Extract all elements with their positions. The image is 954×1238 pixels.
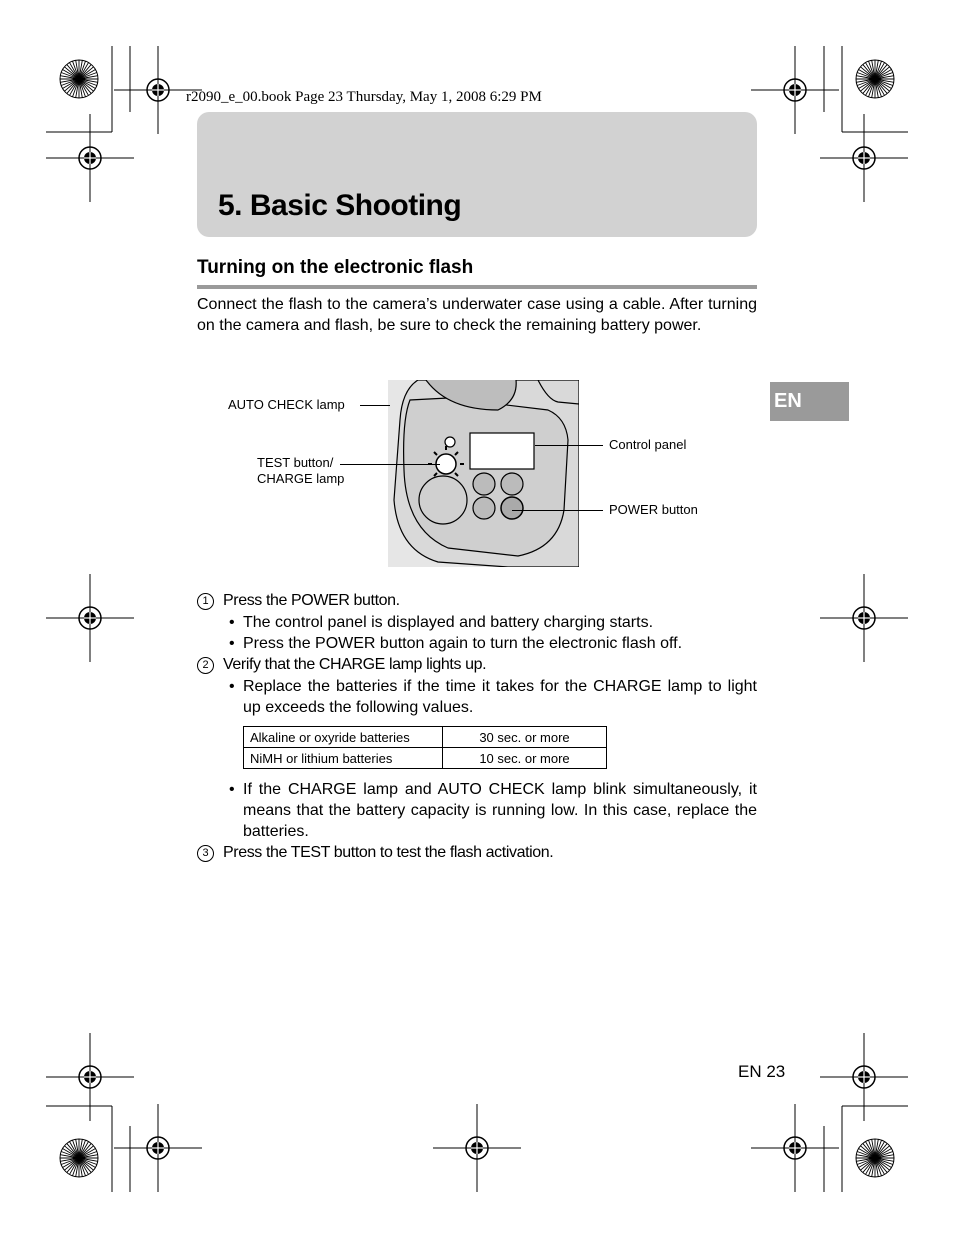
step-text: Verify that the CHARGE lamp lights up. xyxy=(223,656,487,673)
callout-charge-lamp: CHARGE lamp xyxy=(257,471,345,486)
table-cell: NiMH or lithium batteries xyxy=(244,748,443,769)
bullet-item: • The control panel is displayed and battery charging starts. xyxy=(227,612,757,633)
callout-test-button: TEST button/ xyxy=(257,455,334,470)
page-number: EN 23 xyxy=(738,1062,786,1081)
intro-paragraph: Connect the flash to the camera’s underwater case using a cable. After turning on the camera and flash, be sure to check the remaining battery power. xyxy=(197,296,757,334)
starburst-mark xyxy=(856,1139,894,1177)
step-number: 2 xyxy=(197,657,214,674)
step-2-bullets xyxy=(197,676,757,718)
table-row xyxy=(244,727,607,748)
step-2 xyxy=(197,654,757,676)
bullet-item: • Replace the batteries if the time it takes for the CHARGE lamp to light up exceeds the following values. xyxy=(227,676,757,718)
callout-line xyxy=(535,445,603,446)
language-tab: EN xyxy=(770,382,849,421)
step-3 xyxy=(197,842,757,864)
flash-illustration xyxy=(388,380,579,567)
starburst-mark xyxy=(60,1139,98,1177)
step-1-bullets xyxy=(197,612,757,654)
steps xyxy=(197,590,757,864)
registration-mark xyxy=(751,1104,839,1192)
table-row xyxy=(244,748,607,769)
callout-control-panel: Control panel xyxy=(609,437,687,452)
section-heading xyxy=(197,257,757,289)
step-text: Press the POWER button. xyxy=(223,592,400,609)
registration-mark xyxy=(820,574,908,662)
callout-line xyxy=(340,464,440,465)
callout-auto-check: AUTO CHECK lamp xyxy=(228,397,345,412)
chapter-title-band xyxy=(197,112,757,237)
starburst-mark xyxy=(60,60,98,98)
table-cell: 30 sec. or more xyxy=(443,727,607,748)
registration-mark xyxy=(820,114,908,202)
callout-line xyxy=(360,405,390,406)
step-number: 1 xyxy=(197,593,214,610)
registration-mark xyxy=(114,1104,202,1192)
step-1 xyxy=(197,590,757,612)
starburst-mark xyxy=(856,60,894,98)
battery-table xyxy=(243,726,607,769)
bullet-item: • If the CHARGE lamp and AUTO CHECK lamp blink simultaneously, it means that the battery capacity is running low. In this case, replace the batteries. xyxy=(227,779,757,842)
section-title: Turning on the electronic flash xyxy=(197,257,757,289)
bullet-item: • Press the POWER button again to turn the electronic flash off. xyxy=(227,633,757,654)
registration-mark xyxy=(433,1104,521,1192)
registration-mark xyxy=(46,114,134,202)
chapter-title: 5. Basic Shooting xyxy=(218,189,462,222)
callout-line xyxy=(512,510,603,511)
step-2-bullets-continued xyxy=(197,779,757,842)
registration-mark xyxy=(46,1033,134,1121)
step-number: 3 xyxy=(197,845,214,862)
registration-mark xyxy=(751,46,839,134)
callout-power-button: POWER button xyxy=(609,502,698,517)
step-text: Press the TEST button to test the flash activation. xyxy=(223,844,554,861)
table-cell: Alkaline or oxyride batteries xyxy=(244,727,443,748)
registration-mark xyxy=(820,1033,908,1121)
table-cell: 10 sec. or more xyxy=(443,748,607,769)
print-header: r2090_e_00.book Page 23 Thursday, May 1, 2008 6:29 PM xyxy=(186,89,542,105)
registration-mark xyxy=(46,574,134,662)
